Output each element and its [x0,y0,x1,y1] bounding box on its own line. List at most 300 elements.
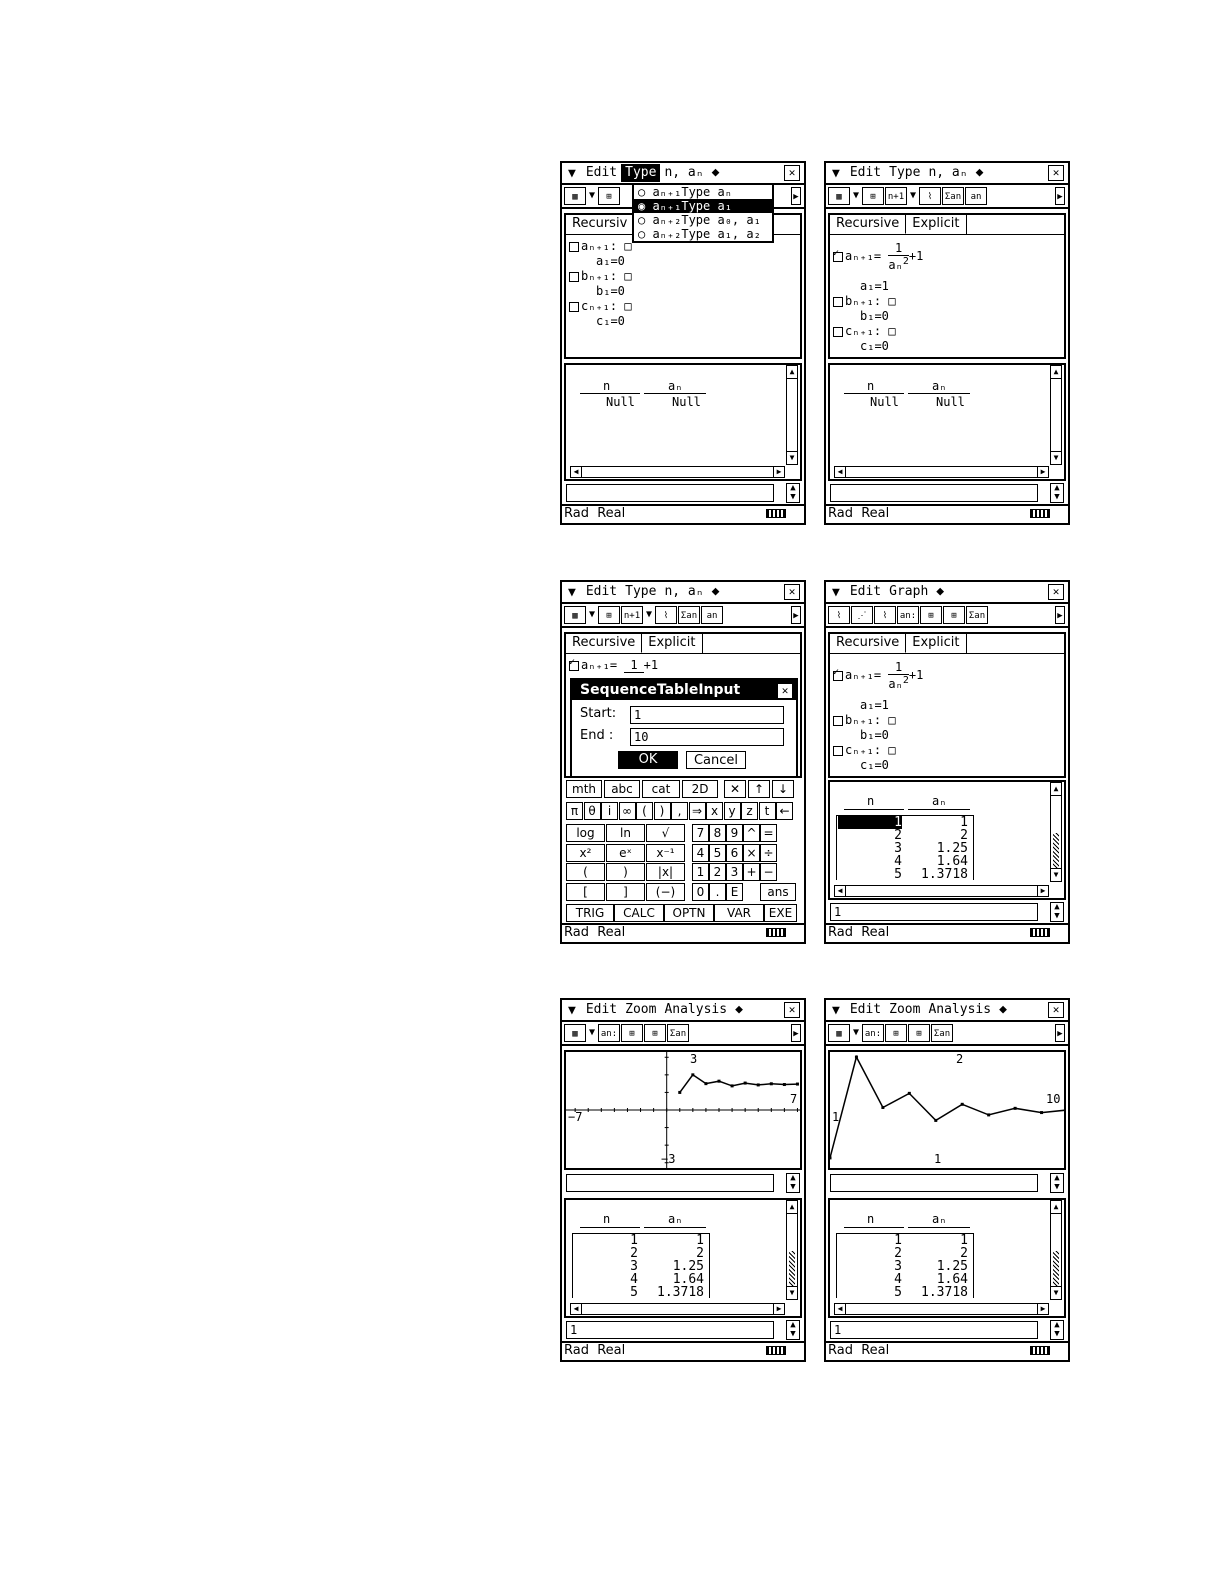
scroll-right-icon[interactable]: ▶ [1037,1304,1048,1314]
key[interactable]: y [724,802,741,820]
scroll-up-icon[interactable]: ▲ [787,366,797,379]
an-bn-icon[interactable]: an: [897,606,919,624]
plot-icon[interactable]: ⋰ [851,606,873,624]
kb-tab-mth[interactable]: mth [566,780,602,798]
key[interactable]: 7 [692,824,709,842]
table-icon[interactable]: ▦ [828,1024,850,1042]
menu-n-an[interactable]: n, aₙ [928,165,968,180]
table-cell-an[interactable]: 2 [960,828,968,843]
key[interactable]: x² [566,844,605,862]
status-bar: Rad Real [562,1341,804,1360]
table-cell-an[interactable]: 1.3718 [921,1285,968,1300]
header-rule [844,1227,904,1228]
sequence-point [718,1080,721,1083]
fraction: 1 [624,658,643,673]
key[interactable]: π [566,802,583,820]
table-cell-an[interactable]: 1 [696,1233,704,1248]
checkbox-checked[interactable] [833,671,843,681]
eq-a-next[interactable]: aₙ₊₁: □ [569,239,632,253]
updown-icon[interactable]: ▲ ▼ [1050,1173,1064,1193]
entry-line[interactable] [830,484,1038,502]
sum-icon[interactable]: Σan [678,606,700,624]
graph-window-icon[interactable]: ⊞ [598,606,620,624]
checkbox-checked[interactable] [833,252,843,262]
kb-tab-abc[interactable]: abc [604,780,640,798]
horizontal-scrollbar[interactable] [570,466,785,478]
an-bn-icon[interactable]: an: [598,1024,620,1042]
header-rule [644,1227,706,1228]
checkbox[interactable] [833,327,843,337]
table-icon[interactable]: ▦ [564,187,586,205]
n-plus-one-icon[interactable]: n+1 [621,606,643,624]
scroll-up-icon[interactable]: ▲ [1051,783,1061,796]
vertical-scrollbar[interactable] [786,1200,798,1300]
more-icon[interactable]: ▶ [1055,606,1065,624]
entry-line[interactable]: 1 [566,1321,774,1339]
key[interactable]: eˣ [606,844,645,862]
sequence-table [564,363,802,481]
eq-c1[interactable]: c₁=0 [596,314,625,328]
menu-item[interactable]: ○ aₙ₊₂Type a₁, a₂ [638,227,761,241]
menu-edit[interactable]: Edit [849,165,882,180]
menu-bar [826,582,1068,604]
table-cell-n[interactable]: 5 [894,1285,902,1300]
graph-icon[interactable]: ⌇ [874,606,896,624]
toolbar [562,604,804,628]
graph-window-icon[interactable]: ⊞ [644,1024,666,1042]
graph-entry-line[interactable] [830,1174,1038,1192]
scroll-right-icon[interactable]: ▶ [773,1304,784,1314]
tab-explicit[interactable]: Explicit [906,215,966,234]
status-bar: Rad Real [826,504,1068,523]
key[interactable]: EXE [764,904,797,922]
key[interactable]: 3 [726,863,743,881]
menu-diamond[interactable]: ◆ [735,1002,743,1017]
key[interactable]: OPTN [664,904,714,922]
table-cell-n[interactable]: 2 [894,828,902,843]
scroll-left-icon[interactable]: ◀ [571,1304,582,1314]
updown-icon[interactable]: ▲ ▼ [786,1173,800,1193]
entry-line[interactable]: 1 [830,903,1038,921]
table-cell-n[interactable]: 2 [894,1246,902,1261]
checkbox[interactable] [569,272,579,282]
checkbox[interactable] [833,297,843,307]
key[interactable]: 5 [709,844,726,862]
table-cell-an[interactable]: 1.64 [672,1272,704,1287]
menu-item[interactable]: ○ aₙ₊₂Type a₀, a₁ [638,213,761,227]
scroll-up-icon[interactable]: ▲ [787,1201,797,1214]
key[interactable]: t [759,802,776,820]
graph-icon[interactable]: ⌇ [919,187,941,205]
close-icon[interactable]: ✕ [777,683,793,699]
table-cell-an[interactable]: 1.3718 [921,867,968,882]
key[interactable]: VAR [714,904,764,922]
key[interactable]: 0 [692,883,709,901]
key[interactable]: (−) [646,883,685,901]
eq-a-next[interactable]: ✓aₙ₊₁= $\frac{1}{a_n^2}$ +1 [833,660,923,691]
menu-zoom[interactable]: Zoom [625,1002,657,1017]
close-icon[interactable]: ✕ [1048,1002,1064,1018]
sequence-table [828,363,1066,481]
entry-line[interactable] [566,484,774,502]
key[interactable]: ⇒ [689,802,706,820]
table-cell-n[interactable]: 4 [630,1272,638,1287]
menu-n-an[interactable]: n, aₙ [664,584,704,599]
dropdown-icon[interactable]: ▼ [588,609,596,620]
menu-analysis[interactable]: Analysis [928,1002,992,1017]
scroll-up-icon[interactable]: ▲ [1051,1201,1061,1214]
table-graph-icon[interactable]: an [701,606,723,624]
key[interactable]: x⁻¹ [646,844,685,862]
close-icon[interactable]: ✕ [784,584,800,600]
graph-window-icon[interactable]: ⊞ [885,1024,907,1042]
updown-icon[interactable]: ▲ ▼ [1050,483,1064,503]
key[interactable]: ^ [743,824,760,842]
key[interactable]: 9 [726,824,743,842]
graph-window-icon[interactable]: ⊞ [621,1024,643,1042]
menu-edit[interactable]: Edit [849,584,882,599]
menu-zoom[interactable]: Zoom [889,1002,921,1017]
eq-b-next[interactable]: bₙ₊₁: □ [833,294,896,308]
key[interactable]: √ [646,824,685,842]
menu-bar [562,163,804,185]
key[interactable]: CALC [614,904,664,922]
col-n-header: n [867,379,875,393]
col-an-header: aₙ [932,794,947,808]
soft-keyboard [564,780,802,925]
key[interactable]: z [741,802,758,820]
eq-a1[interactable]: a₁=0 [596,254,625,268]
updown-icon[interactable]: ▲ ▼ [786,483,800,503]
eq-b1[interactable]: b₁=0 [860,309,889,323]
table-cell-an[interactable]: 1.25 [672,1259,704,1274]
graph-window-icon[interactable]: ⊞ [598,187,620,205]
checkbox[interactable] [569,302,579,312]
axis-label-left: −7 [568,1110,583,1124]
graph-window-icon[interactable]: ⊞ [862,187,884,205]
key[interactable]: TRIG [566,904,614,922]
graph-window-icon[interactable]: ⊞ [920,606,942,624]
menu-item[interactable]: ◉ aₙ₊₁Type a₁ [634,199,772,213]
sum-icon[interactable]: Σan [931,1024,953,1042]
key[interactable]: [ [566,883,605,901]
scroll-left-icon[interactable]: ◀ [835,1304,846,1314]
key[interactable]: . [709,883,726,901]
tab-recursive[interactable]: Recursive [830,215,906,234]
menu-edit[interactable]: Edit [585,1002,618,1017]
graph-window[interactable] [564,1050,802,1170]
key[interactable]: log [566,824,605,842]
table-cell-an[interactable]: 1.64 [936,1272,968,1287]
battery-icon [1030,1346,1050,1355]
null-cell: Null [936,395,965,409]
dropdown-icon[interactable]: ▼ [909,190,917,201]
graph-window[interactable] [828,1050,1066,1170]
menu-chevron-icon[interactable]: ▼ [832,1002,840,1018]
scroll-left-icon[interactable]: ◀ [835,886,846,896]
header-rule [580,1227,640,1228]
horizontal-scrollbar[interactable] [834,885,1049,897]
menu-chevron-icon[interactable]: ▼ [568,1002,576,1018]
sequence-point [1040,1111,1043,1114]
sequence-point [908,1092,911,1095]
entry-line[interactable]: 1 [830,1321,1038,1339]
menu-type[interactable]: Type [625,584,657,599]
table-cell-an[interactable]: 2 [696,1246,704,1261]
table-cell-an[interactable]: 1 [960,1233,968,1248]
menu-analysis[interactable]: Analysis [664,1002,728,1017]
graph-icon[interactable]: ⌇ [655,606,677,624]
scroll-down-icon[interactable]: ▼ [1051,451,1061,464]
scroll-right-icon[interactable]: ▶ [1037,886,1048,896]
toolbar [562,1022,804,1046]
scroll-down-icon[interactable]: ▼ [787,1286,797,1299]
kb-tab-2d[interactable]: 2D [682,780,718,798]
dropdown-icon[interactable]: ▼ [852,1027,860,1038]
sum-icon[interactable]: Σan [942,187,964,205]
eq-c-next[interactable]: cₙ₊₁: □ [833,743,896,757]
scroll-thumb[interactable] [789,1251,795,1287]
sequence-point [1014,1107,1017,1110]
table-cell-n[interactable]: 3 [894,1259,902,1274]
key[interactable]: = [760,824,777,842]
connect-plot-icon[interactable]: ⌇ [828,606,850,624]
sequence-table [828,780,1066,900]
cancel-button[interactable]: Cancel [686,751,746,769]
table-icon[interactable]: ▦ [564,606,586,624]
more-icon[interactable]: ▶ [1055,187,1065,205]
eq-a-next[interactable]: ✓aₙ₊₁= $\frac{1}{a_n^2}$ +1 [833,241,923,272]
key[interactable]: ans [760,883,796,901]
key[interactable]: 2 [709,863,726,881]
menu-bar [562,1000,804,1022]
key[interactable]: E [726,883,743,901]
kb-up-icon[interactable]: ↑ [748,780,770,798]
scroll-down-icon[interactable]: ▼ [1051,868,1061,881]
tab-recursive[interactable]: Recursiv [566,215,634,234]
vertical-scrollbar[interactable] [1050,782,1062,882]
table-cell-n[interactable]: 5 [630,1285,638,1300]
table-cell-an[interactable]: 2 [960,1246,968,1261]
dropdown-icon[interactable]: ▼ [588,1027,596,1038]
menu-graph[interactable]: Graph [889,584,929,599]
fraction: $\frac{1}{a_n^2}$ [888,241,909,272]
scroll-right-icon[interactable]: ▶ [773,467,784,477]
key[interactable]: ] [606,883,645,901]
sequence-point [744,1082,747,1085]
key[interactable]: × [743,844,760,862]
menu-edit[interactable]: Edit [585,584,618,599]
checkbox[interactable] [833,716,843,726]
menu-diamond[interactable]: ◆ [975,165,984,180]
key[interactable]: 6 [726,844,743,862]
eq-b1[interactable]: b₁=0 [596,284,625,298]
end-field[interactable]: 10 [630,728,784,746]
eq-b-next[interactable]: bₙ₊₁: □ [569,269,632,283]
eq-b-next[interactable]: bₙ₊₁: □ [833,713,896,727]
sequence-table-input-dialog [570,678,798,778]
graph-window-icon[interactable]: ⊞ [908,1024,930,1042]
menu-bar [826,1000,1068,1022]
key[interactable]: ) [654,802,671,820]
key[interactable]: ← [776,802,793,820]
table-cell-an[interactable]: 1 [960,815,968,830]
menu-edit[interactable]: Edit [849,1002,882,1017]
key[interactable]: i [601,802,618,820]
eq-a-next[interactable]: ✓aₙ₊₁= 1 +1 [569,658,658,673]
dropdown-icon[interactable]: ▼ [588,190,596,201]
key[interactable]: 4 [692,844,709,862]
more-icon[interactable]: ▶ [791,606,801,624]
start-field[interactable]: 1 [630,706,784,724]
scroll-thumb[interactable] [1053,1251,1059,1287]
scroll-thumb[interactable] [1053,833,1059,869]
close-icon[interactable]: ✕ [1048,165,1064,181]
eq-c-next[interactable]: cₙ₊₁: □ [569,299,632,313]
checkbox[interactable] [833,746,843,756]
updown-icon[interactable]: ▲ ▼ [1050,902,1064,922]
vertical-scrollbar[interactable] [1050,365,1062,465]
screen-5 [560,998,806,1362]
eq-c1[interactable]: c₁=0 [860,339,889,353]
eq-a1[interactable]: a₁=1 [860,279,889,293]
key[interactable]: ( [636,802,653,820]
scroll-down-icon[interactable]: ▼ [1051,1286,1061,1299]
updown-icon[interactable]: ▲ ▼ [786,1320,800,1340]
eq-c1[interactable]: c₁=0 [860,758,889,772]
tab-explicit[interactable]: Explicit [906,634,966,653]
eq-b1[interactable]: b₁=0 [860,728,889,742]
close-icon[interactable]: ✕ [784,165,800,181]
sequence-table [564,1198,802,1318]
key[interactable]: ÷ [760,844,777,862]
table-icon[interactable]: ▦ [828,187,850,205]
axis-label-top: 2 [956,1052,964,1066]
tab-recursive[interactable]: Recursive [566,634,642,653]
table-icon[interactable]: ▦ [564,1024,586,1042]
header-rule [908,393,970,394]
tab-recursive[interactable]: Recursive [830,634,906,653]
sum-icon[interactable]: Σan [966,606,988,624]
scroll-left-icon[interactable]: ◀ [835,467,846,477]
vertical-scrollbar[interactable] [1050,1200,1062,1300]
table-cell-n[interactable]: 5 [894,867,902,882]
an-bn-icon[interactable]: an: [862,1024,884,1042]
graph-entry-line[interactable] [566,1174,774,1192]
table-cell-an[interactable]: 1.25 [936,841,968,856]
sequence-point [731,1084,734,1087]
table-cell-n[interactable]: 1 [630,1233,638,1248]
checkbox-checked[interactable] [569,661,579,671]
menu-chevron-icon[interactable]: ▼ [832,165,840,181]
key[interactable]: 8 [709,824,726,842]
table-cell-n[interactable]: 4 [894,854,902,869]
ok-button[interactable]: OK [618,751,678,769]
horizontal-scrollbar[interactable] [570,1303,785,1315]
table-cell-n[interactable]: 3 [894,841,902,856]
kb-tab-cat[interactable]: cat [642,780,680,798]
sequence-point [796,1083,799,1086]
menu-chevron-icon[interactable]: ▼ [568,584,576,600]
start-label: Start: [580,706,617,721]
close-icon[interactable]: ✕ [784,1002,800,1018]
menu-diamond[interactable]: ◆ [999,1002,1007,1017]
key[interactable]: , [671,802,688,820]
scroll-right-icon[interactable]: ▶ [1037,467,1048,477]
tab-explicit[interactable]: Explicit [642,634,702,653]
checkbox[interactable] [569,242,579,252]
graph-window-icon[interactable]: ⊞ [943,606,965,624]
dropdown-icon[interactable]: ▼ [852,190,860,201]
menu-item[interactable]: ○ aₙ₊₁Type aₙ [638,185,732,199]
sum-icon[interactable]: Σan [667,1024,689,1042]
menu-type[interactable]: Type [889,165,921,180]
more-icon[interactable]: ▶ [791,1024,801,1042]
menu-chevron-icon[interactable]: ▼ [568,165,576,181]
table-cell-n[interactable]: 4 [894,1272,902,1287]
dropdown-icon[interactable]: ▼ [645,609,653,620]
dialog-title: SequenceTableInput [572,680,796,700]
key[interactable]: 1 [692,863,709,881]
table-cell-an[interactable]: 1.64 [936,854,968,869]
vertical-scrollbar[interactable] [786,365,798,465]
toolbar [826,1022,1068,1046]
menu-type[interactable]: Type [621,164,660,182]
key[interactable]: ln [606,824,645,842]
menu-chevron-icon[interactable]: ▼ [832,584,840,600]
key[interactable]: |x| [646,863,685,881]
table-cell-n[interactable]: 2 [630,1246,638,1261]
table-cell-n[interactable]: 3 [630,1259,638,1274]
menu-n-an[interactable]: n, aₙ [664,165,704,180]
scroll-down-icon[interactable]: ▼ [787,451,797,464]
table-cell-an[interactable]: 1.25 [936,1259,968,1274]
menu-diamond[interactable]: ◆ [936,584,945,599]
close-icon[interactable]: ✕ [1048,584,1064,600]
menu-edit[interactable]: Edit [585,165,618,180]
menu-diamond[interactable]: ◆ [711,584,720,599]
more-icon[interactable]: ▶ [791,187,801,205]
more-icon[interactable]: ▶ [1055,1024,1065,1042]
axis-label-right: 7 [790,1092,798,1106]
menu-diamond[interactable]: ◆ [711,165,720,180]
key[interactable]: + [743,863,760,881]
col-n-header: n [603,1212,611,1226]
table-cell-n[interactable]: 1 [838,816,902,829]
scroll-up-icon[interactable]: ▲ [1051,366,1061,379]
eq-c-next[interactable]: cₙ₊₁: □ [833,324,896,338]
kb-down-icon[interactable]: ↓ [772,780,794,798]
eq-a1[interactable]: a₁=1 [860,698,889,712]
table-cell-an[interactable]: 1.3718 [657,1285,704,1300]
key[interactable]: ( [566,863,605,881]
n-plus-one-icon[interactable]: n+1 [885,187,907,205]
key[interactable]: θ [584,802,601,820]
horizontal-scrollbar[interactable] [834,466,1049,478]
scroll-left-icon[interactable]: ◀ [571,467,582,477]
horizontal-scrollbar[interactable] [834,1303,1049,1315]
battery-icon [1030,509,1050,518]
updown-icon[interactable]: ▲ ▼ [1050,1320,1064,1340]
key[interactable]: ∞ [619,802,636,820]
key[interactable]: x [706,802,723,820]
key[interactable]: − [760,863,777,881]
table-graph-icon[interactable]: an [965,187,987,205]
kb-close-icon[interactable]: ✕ [724,780,746,798]
table-cell-n[interactable]: 1 [894,1233,902,1248]
sequence-editor [828,632,1066,778]
key[interactable]: ) [606,863,645,881]
